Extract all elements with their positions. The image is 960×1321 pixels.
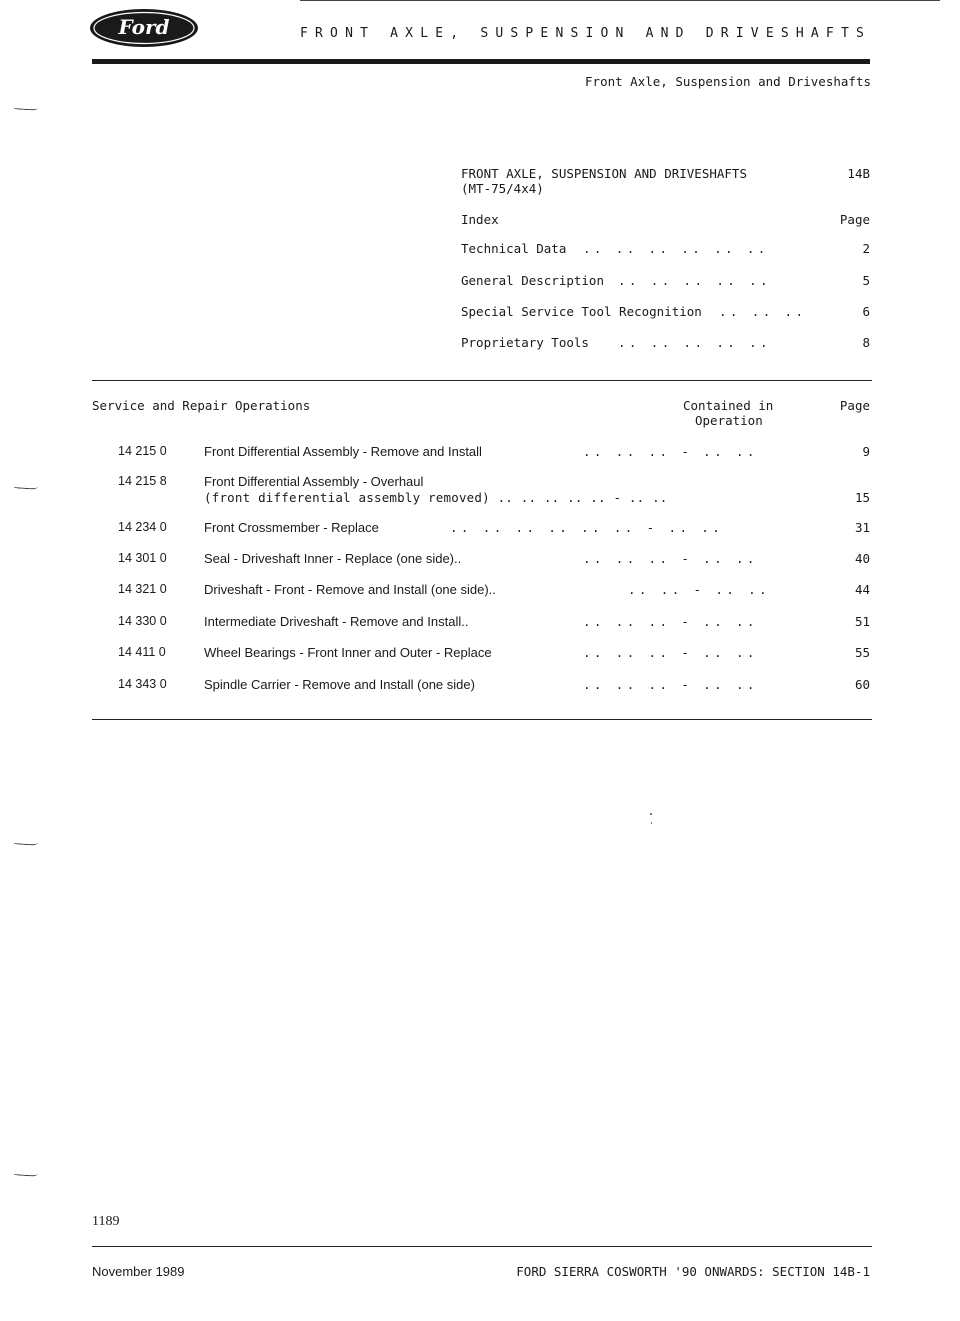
operation-description: Front Crossmember - Replace (204, 520, 379, 535)
page-number: 1189 (92, 1214, 120, 1229)
operation-description: Front Differential Assembly - Remove and Install (204, 444, 482, 459)
operation-page: 40 (854, 551, 870, 566)
index-item-page: 6 (862, 304, 870, 319)
operation-dots: .. .. .. - .. .. (583, 677, 758, 692)
index-item-dots: .. .. .. (719, 304, 807, 319)
operation-dots: .. .. .. - .. .. (583, 614, 758, 629)
operation-code: 14 411 0 (118, 645, 166, 659)
operation-code: 14 330 0 (118, 614, 167, 628)
index-item-page: 5 (862, 273, 870, 288)
footer-date: November 1989 (92, 1264, 185, 1279)
operation-dots: .. .. .. - .. .. (583, 444, 758, 459)
running-subheader: Front Axle, Suspension and Driveshafts (585, 74, 871, 89)
section-code: 14B (847, 166, 870, 181)
section-subtitle: (MT-75/4x4) (461, 181, 544, 196)
footer-doc-reference: FORD SIERRA COSWORTH '90 ONWARDS: SECTION 14B-1 (516, 1264, 870, 1279)
index-item-dots: .. .. .. .. .. (618, 335, 771, 350)
operation-code: 14 343 0 (118, 677, 167, 691)
operation-page: 55 (854, 645, 870, 660)
binder-mark (14, 1168, 38, 1177)
index-item-label: Special Service Tool Recognition (461, 304, 702, 319)
logo-text: Ford (118, 15, 170, 39)
index-item-label: Proprietary Tools (461, 335, 589, 350)
index-label: Index (461, 212, 499, 227)
index-item-dots: .. .. .. .. .. (618, 273, 771, 288)
operation-description: Driveshaft - Front - Remove and Install (one side).. (204, 582, 496, 597)
divider (92, 719, 872, 720)
operation-dots: .. .. - .. .. (628, 582, 771, 597)
operation-description: Spindle Carrier - Remove and Install (one side) (204, 677, 475, 692)
binder-mark (14, 481, 38, 490)
index-item-dots: .. .. .. .. .. .. (583, 241, 769, 256)
operation-page: 44 (854, 582, 870, 597)
scan-speck (650, 813, 652, 815)
operation-page: 9 (862, 444, 870, 459)
section-title: FRONT AXLE, SUSPENSION AND DRIVESHAFTS (461, 166, 747, 181)
header-rule (92, 59, 870, 64)
index-page-label: Page (839, 212, 870, 227)
running-header-title: FRONT AXLE, SUSPENSION AND DRIVESHAFTS (300, 26, 872, 41)
index-item-page: 8 (862, 335, 870, 350)
operation-label: Operation (695, 413, 763, 428)
top-edge-rule (300, 0, 940, 1)
operation-description: Seal - Driveshaft Inner - Replace (one side).. (204, 551, 462, 566)
operation-description: Wheel Bearings - Front Inner and Outer - Replace (204, 645, 492, 660)
scan-speck (651, 822, 652, 824)
binder-mark (14, 102, 38, 111)
operation-code: 14 321 0 (118, 582, 167, 596)
ford-logo (88, 6, 200, 50)
operation-code: 14 215 0 (118, 444, 167, 458)
operation-description-continued: (front differential assembly removed) .. .. .. .. .. - .. .. (204, 490, 668, 505)
divider (92, 380, 872, 381)
index-item-page: 2 (862, 241, 870, 256)
contained-in-label: Contained in (683, 398, 774, 413)
operation-page: 15 (854, 490, 870, 505)
operation-page: 31 (854, 520, 870, 535)
operation-dots: .. .. .. - .. .. (583, 645, 758, 660)
operation-page: 60 (854, 677, 870, 692)
footer-rule (92, 1246, 872, 1247)
operation-code: 14 234 0 (118, 520, 167, 534)
binder-mark (14, 837, 38, 846)
index-item-label: Technical Data (461, 241, 567, 256)
index-item-label: General Description (461, 273, 604, 288)
operation-description: Intermediate Driveshaft - Remove and Install.. (204, 614, 469, 629)
operations-page-label: Page (839, 398, 870, 413)
operation-code: 14 215 8 (118, 474, 167, 488)
operation-description: Front Differential Assembly - Overhaul (204, 474, 424, 489)
operation-code: 14 301 0 (118, 551, 167, 565)
operation-dots: .. .. .. .. .. .. - .. .. (450, 520, 724, 535)
operation-page: 51 (854, 614, 870, 629)
operations-heading: Service and Repair Operations (92, 398, 311, 413)
operation-dots: .. .. .. - .. .. (583, 551, 758, 566)
